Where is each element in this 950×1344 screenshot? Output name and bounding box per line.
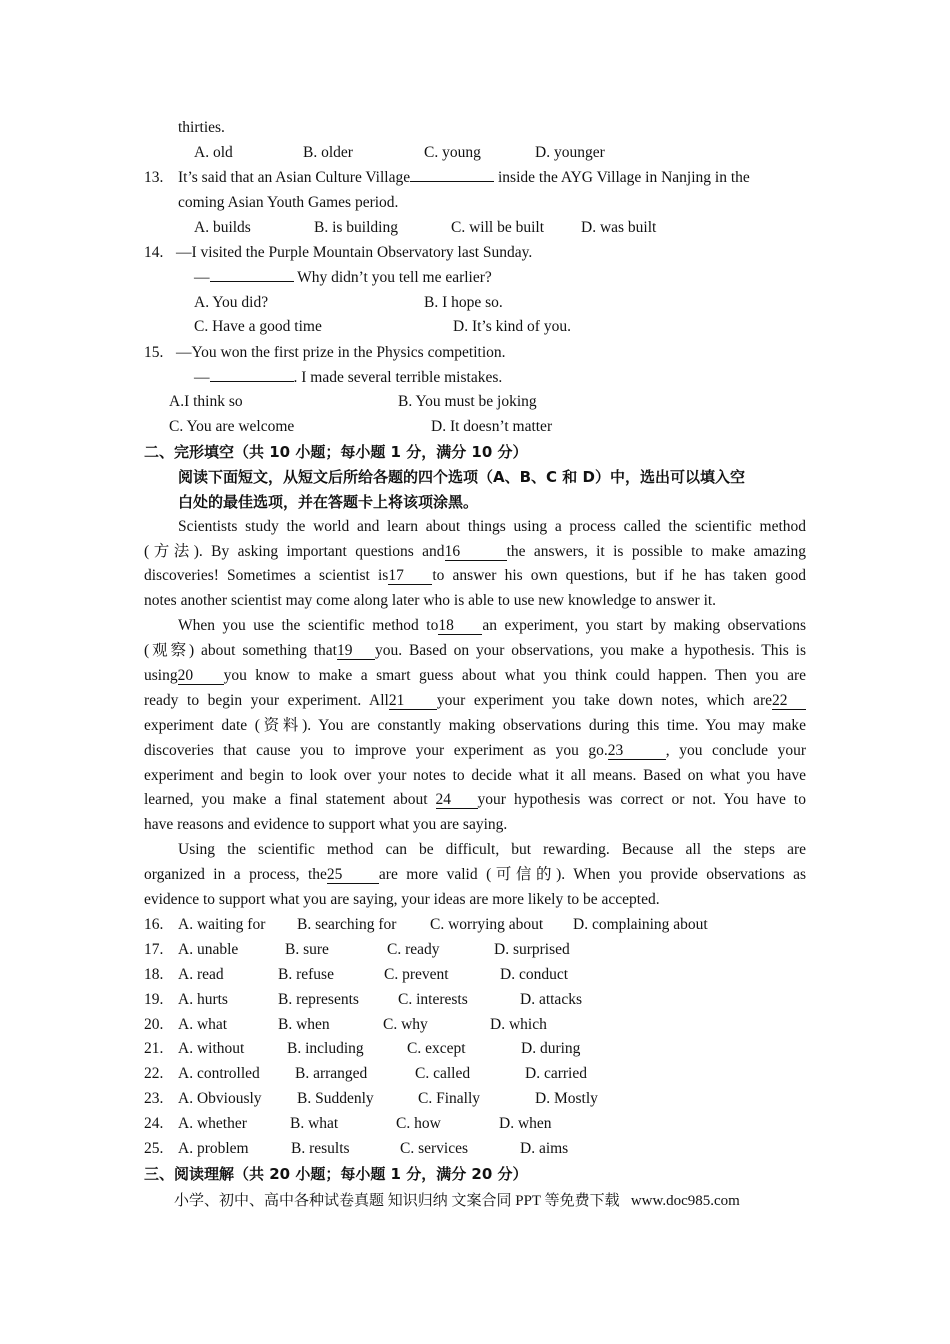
cloze-q25-option-a: A. problem <box>178 1140 249 1157</box>
para2-text: you know to make a smart guess about what you think could happen. Then you are <box>223 667 806 684</box>
cloze-q22-option-c: C. called <box>415 1065 471 1082</box>
para1-text: discoveries! Sometimes a scientist is <box>144 567 389 584</box>
q15-blank <box>210 381 294 382</box>
q12-option-c: C. young <box>424 144 481 161</box>
cloze-q17-option-c: C. ready <box>387 941 440 958</box>
cloze-q22-option-d: D. carried <box>525 1065 587 1082</box>
q13-stem-before: It’s said that an Asian Culture Village <box>178 169 411 186</box>
para2-text: (观察) about something that <box>144 642 337 659</box>
cloze-q24-option-b: B. what <box>290 1115 339 1132</box>
cloze-q23-number: 23. <box>144 1090 164 1107</box>
q15-line2 <box>194 368 502 388</box>
cloze-q17-option-a: A. unable <box>178 941 239 958</box>
cloze-instruction-line2: 白处的最佳选项，并在答题卡上将该项涂黑。 <box>178 493 479 511</box>
cloze-q18-option-a: A. read <box>178 966 224 983</box>
cloze-q18-option-c: C. prevent <box>384 966 449 983</box>
cloze-q23-option-d: D. Mostly <box>535 1090 598 1107</box>
para2-text: an experiment, you start by making observations <box>482 617 806 634</box>
para2-line9: have reasons and evidence to support what you are saying. <box>144 816 508 833</box>
q13-option-b: B. is building <box>314 219 398 236</box>
para3-line3: evidence to support what you are saying, your ideas are more likely to be accepted. <box>144 891 660 908</box>
para3-text: are more valid (可信的). When you provide observations as <box>378 866 807 883</box>
q15-dash: — <box>194 369 210 386</box>
para2-line6 <box>144 741 806 761</box>
blank-25: 25 <box>327 867 379 884</box>
cloze-q21-option-d: D. during <box>521 1040 581 1057</box>
cloze-q21-option-c: C. except <box>407 1040 466 1057</box>
q13-stem-line2: coming Asian Youth Games period. <box>178 194 399 211</box>
cloze-q23-option-c: C. Finally <box>418 1090 481 1107</box>
cloze-q17-number: 17. <box>144 941 164 958</box>
q14-blank <box>210 281 294 282</box>
cloze-q20-option-a: A. what <box>178 1016 228 1033</box>
cloze-q25-number: 25. <box>144 1140 164 1157</box>
q15-number: 15. <box>144 344 164 361</box>
q13-blank <box>410 181 494 182</box>
q13-option-d: D. was built <box>581 219 657 236</box>
para1-text: (方法). By asking important questions and <box>144 543 445 560</box>
para1-line3 <box>144 566 806 586</box>
cloze-q18-option-b: B. refuse <box>278 966 334 983</box>
q15-option-b: B. You must be joking <box>398 393 537 410</box>
cloze-q17-option-b: B. sure <box>285 941 329 958</box>
para1-line1: Scientists study the world and learn about things using a process called the scientific method <box>178 518 806 535</box>
para1-line2 <box>144 542 806 562</box>
blank-22: 22 <box>772 693 806 710</box>
blank-20: 20 <box>178 668 224 685</box>
cloze-q19-option-b: B. represents <box>278 991 359 1008</box>
q14-line1: —I visited the Purple Mountain Observatory last Sunday. <box>176 244 533 261</box>
cloze-q22-number: 22. <box>144 1065 164 1082</box>
q13-stem <box>178 168 806 188</box>
para2-text: , you conclude your <box>665 742 806 759</box>
para3-line1: Using the scientific method can be difficult, but rewarding. Because all the steps are <box>178 841 806 858</box>
q12-option-d: D. younger <box>535 144 605 161</box>
para1-text: to answer his own questions, but if he has taken good <box>432 567 806 584</box>
q14-number: 14. <box>144 244 164 261</box>
para2-text: your experiment you take down notes, which are <box>436 692 772 709</box>
q14-option-a: A. You did? <box>194 294 269 311</box>
cloze-q21-option-b: B. including <box>287 1040 364 1057</box>
blank-19: 19 <box>337 643 375 660</box>
q13-option-c: C. will be built <box>451 219 544 236</box>
para2-text: using <box>144 667 178 684</box>
para2-text: ready to begin your experiment. All <box>144 692 389 709</box>
para3-text: organized in a process, the <box>144 866 327 883</box>
cloze-q24-option-a: A. whether <box>178 1115 247 1132</box>
para2-text: learned, you make a final statement about <box>144 791 436 808</box>
para2-line5: experiment date (资料). You are constantly making observations during this time. You may make <box>144 717 806 734</box>
q14-option-d: D. It’s kind of you. <box>453 318 571 335</box>
para3-line2 <box>144 865 806 885</box>
q14-option-b: B. I hope so. <box>424 294 503 311</box>
cloze-q17-option-d: D. surprised <box>494 941 570 958</box>
cloze-q19-number: 19. <box>144 991 164 1008</box>
cloze-q16-option-b: B. searching for <box>297 916 397 933</box>
q13-option-a: A. builds <box>194 219 251 236</box>
q14-option-c: C. Have a good time <box>194 318 322 335</box>
q15-option-c: C. You are welcome <box>169 418 295 435</box>
cloze-q20-option-d: D. which <box>490 1016 547 1033</box>
cloze-q21-option-a: A. without <box>178 1040 245 1057</box>
cloze-q23-option-b: B. Suddenly <box>297 1090 374 1107</box>
q15-line1: —You won the first prize in the Physics competition. <box>176 344 506 361</box>
cloze-q19-option-c: C. interests <box>398 991 468 1008</box>
para1-line4: notes another scientist may come along later who is able to use new knowledge to answer it. <box>144 592 717 609</box>
footer-watermark: 小学、初中、高中各种试卷真题 知识归纳 文案合同 PPT 等免费下载 www.doc985.com <box>174 1193 740 1209</box>
cloze-q22-option-b: B. arranged <box>295 1065 368 1082</box>
cloze-q18-option-d: D. conduct <box>500 966 569 983</box>
cloze-q21-number: 21. <box>144 1040 164 1057</box>
cloze-q25-option-b: B. results <box>291 1140 350 1157</box>
q14-dash: — <box>194 269 210 286</box>
para2-line3 <box>144 666 806 686</box>
q15-option-a: A.I think so <box>169 393 243 410</box>
cloze-q24-number: 24. <box>144 1115 164 1132</box>
q12-option-b: B. older <box>303 144 353 161</box>
q12-option-a: A. old <box>194 144 233 161</box>
para2-line4 <box>144 691 806 711</box>
para2-text: When you use the scientific method to <box>178 617 439 634</box>
cloze-section-heading: 二、完形填空（共 10 小题；每小题 1 分，满分 10 分） <box>144 443 528 461</box>
para2-text: you. Based on your observations, you make a hypothesis. This is <box>374 642 806 659</box>
cloze-q20-number: 20. <box>144 1016 164 1033</box>
q14-line2 <box>194 268 492 288</box>
cloze-q20-option-b: B. when <box>278 1016 330 1033</box>
para1-text: the answers, it is possible to make amazing <box>506 543 806 560</box>
blank-21: 21 <box>389 693 437 710</box>
q14-line2-after: Why didn’t you tell me earlier? <box>293 269 492 286</box>
cloze-q23-option-a: A. Obviously <box>178 1090 262 1107</box>
blank-24: 24 <box>436 792 478 809</box>
cloze-q19-option-d: D. attacks <box>520 991 582 1008</box>
q13-stem-after: inside the AYG Village in Nanjing in the <box>494 169 750 186</box>
cloze-q25-option-c: C. services <box>400 1140 469 1157</box>
cloze-q18-number: 18. <box>144 966 164 983</box>
blank-18: 18 <box>438 618 482 635</box>
cloze-q25-option-d: D. aims <box>520 1140 569 1157</box>
cloze-q16-option-c: C. worrying about <box>430 916 544 933</box>
q13-number: 13. <box>144 169 164 186</box>
para2-line7: experiment and begin to look over your notes to decide what it all means. Based on what you have <box>144 767 806 784</box>
para2-text: your hypothesis was correct or not. You have to <box>477 791 806 808</box>
para2-line2 <box>144 641 806 661</box>
cloze-q24-option-c: C. how <box>396 1115 441 1132</box>
para2-line1 <box>178 616 806 636</box>
cloze-q16-number: 16. <box>144 916 164 933</box>
cloze-q20-option-c: C. why <box>383 1016 428 1033</box>
cloze-q16-option-a: A. waiting for <box>178 916 266 933</box>
q15-option-d: D. It doesn’t matter <box>431 418 553 435</box>
blank-16: 16 <box>445 544 507 561</box>
blank-23: 23 <box>608 743 666 760</box>
cloze-q19-option-a: A. hurts <box>178 991 228 1008</box>
cloze-q16-option-d: D. complaining about <box>573 916 708 933</box>
cloze-q24-option-d: D. when <box>499 1115 552 1132</box>
cloze-q22-option-a: A. controlled <box>178 1065 260 1082</box>
cloze-instruction-line1: 阅读下面短文，从短文后所给各题的四个选项（A、B、C 和 D）中，选出可以填入空 <box>178 468 745 486</box>
para2-line8 <box>144 790 806 810</box>
reading-section-heading: 三、阅读理解（共 20 小题；每小题 1 分，满分 20 分） <box>144 1165 528 1183</box>
blank-17: 17 <box>388 568 432 585</box>
q15-line2-after: . I made several terrible mistakes. <box>293 369 503 386</box>
para2-text: discoveries that cause you to improve your experiment as you go. <box>144 742 608 759</box>
q12-stem-tail: thirties. <box>178 119 225 136</box>
